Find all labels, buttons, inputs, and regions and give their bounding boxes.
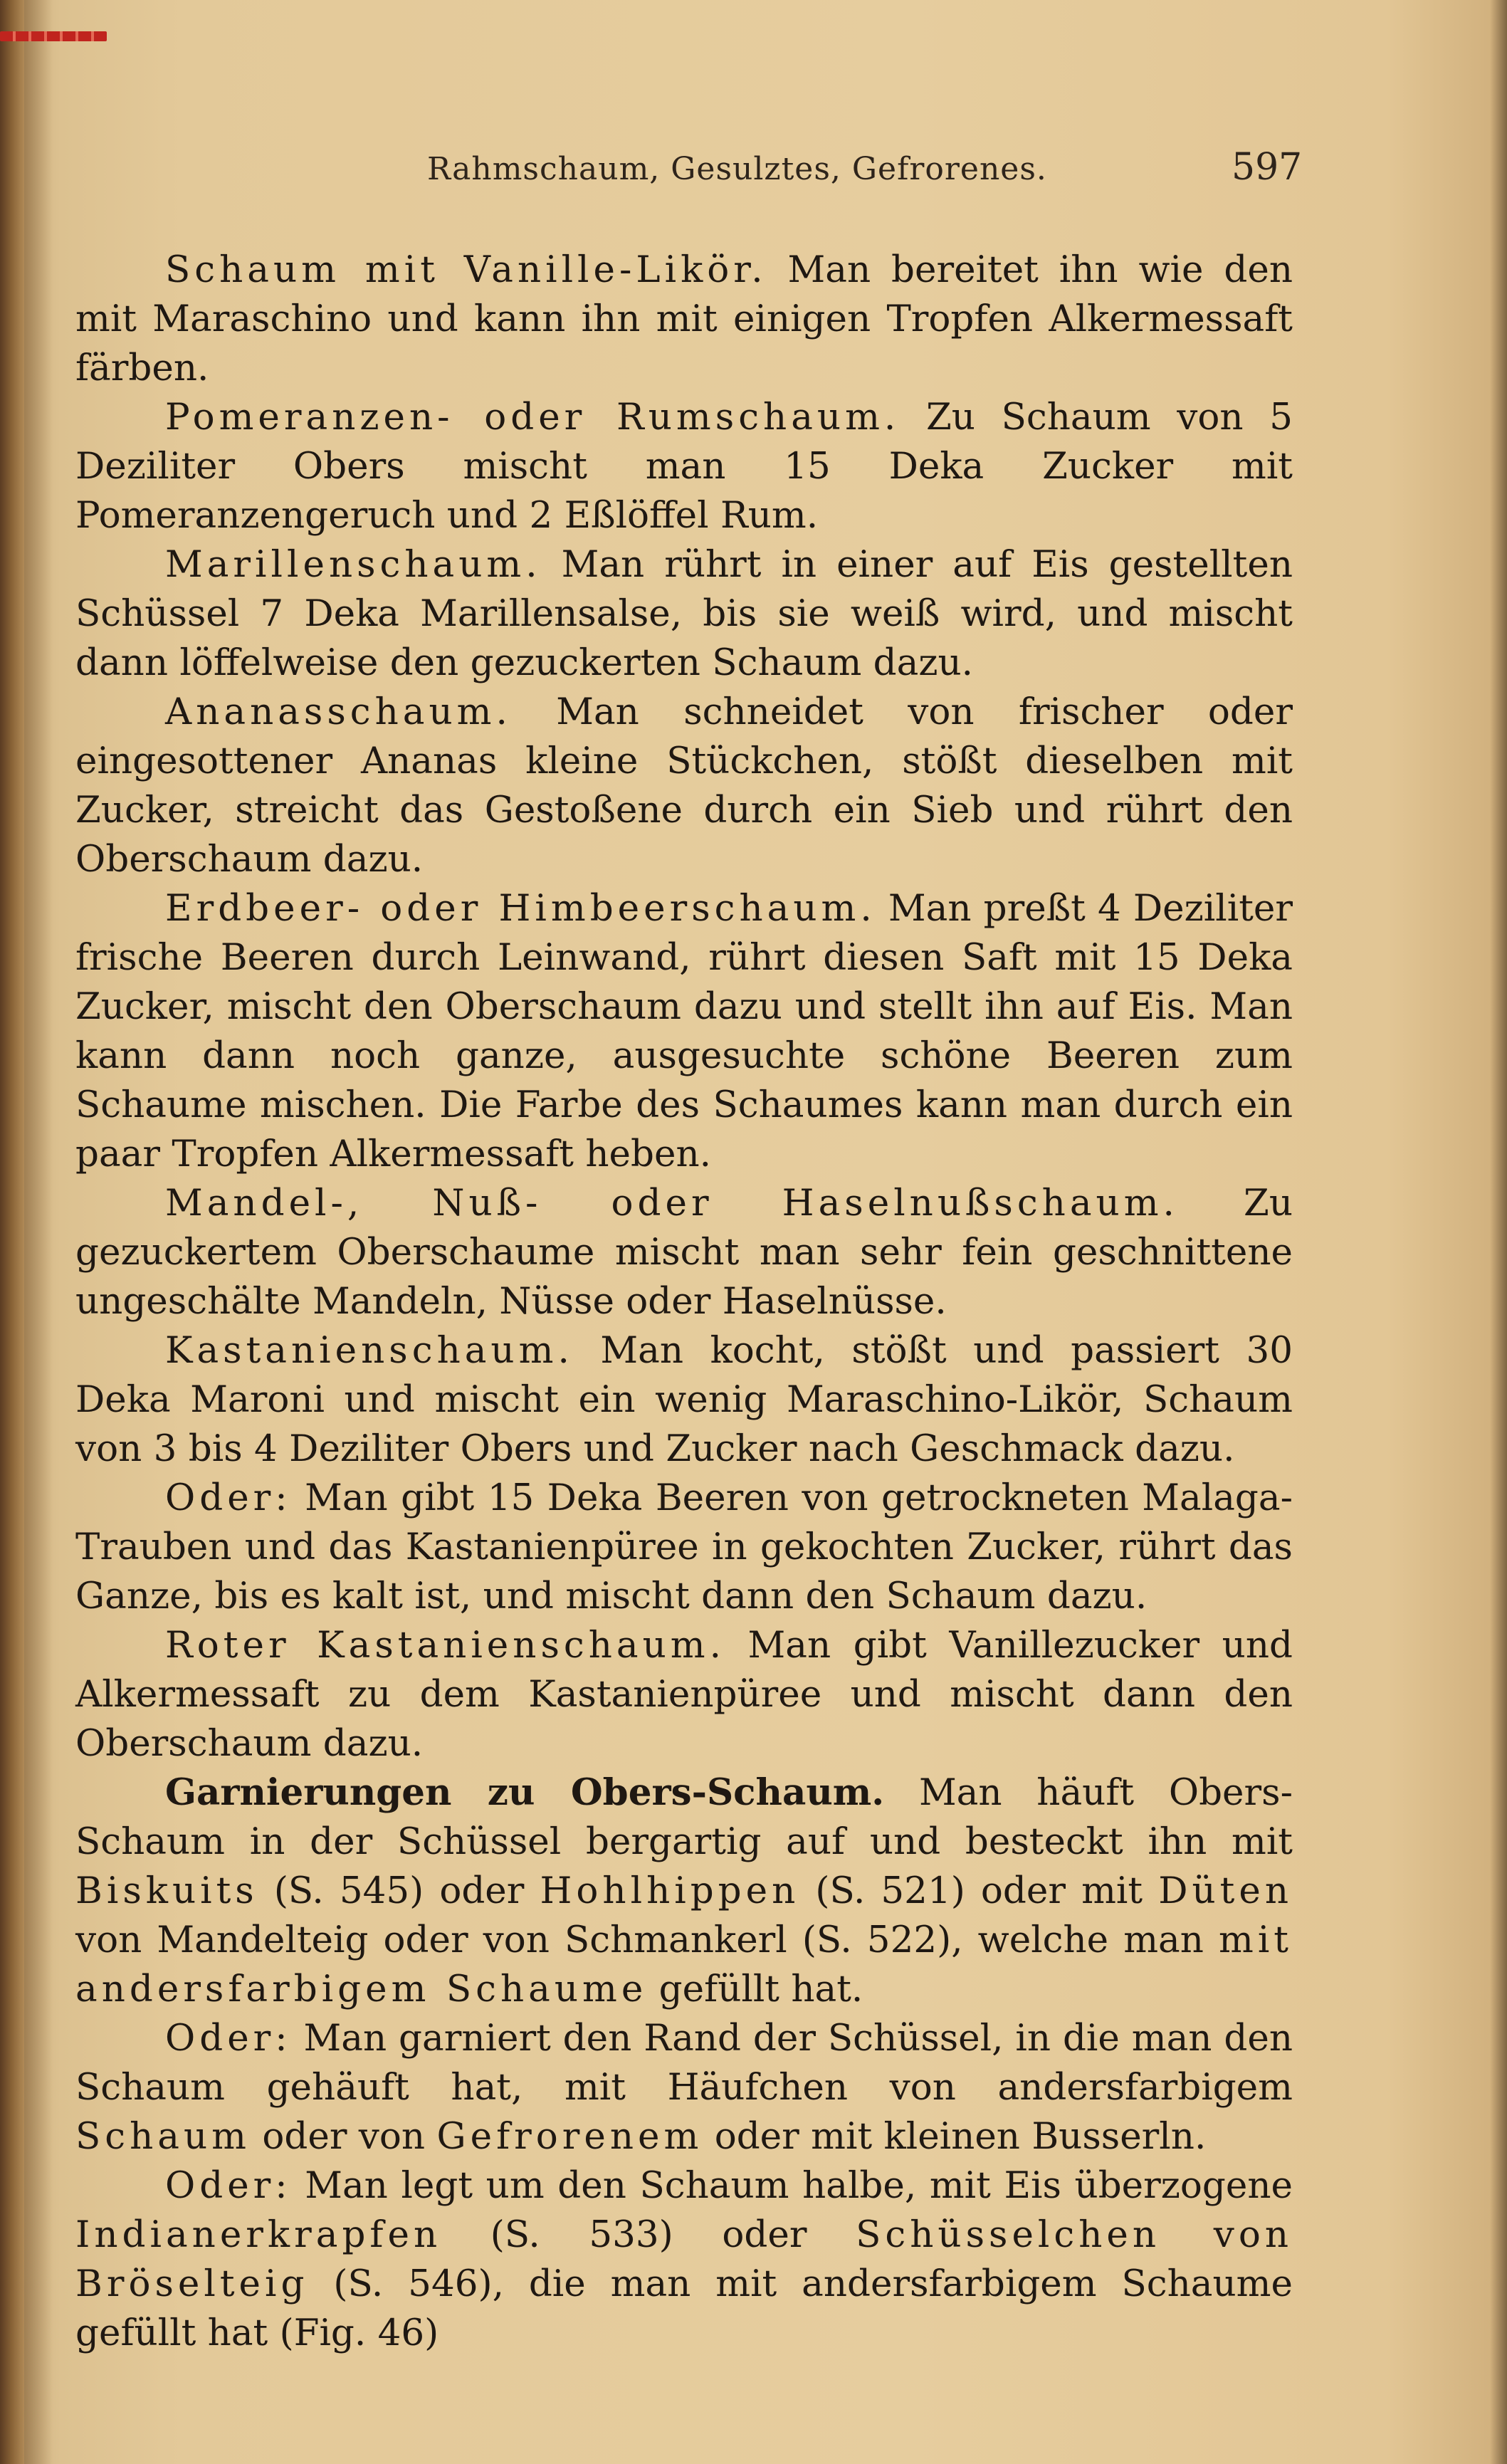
- garnish-text: Man garniert den Rand der Schüssel, in die man den Schaum gehäuft hat, mit Häufchen von andersfarbigem: [75, 2017, 1293, 2109]
- recipe-title: Mandel-, Nuß- oder Haselnußschaum.: [165, 1182, 1179, 1225]
- recipe-text: Man rührt in einer auf Eis gestellten Schüssel 7 Deka Marillensalse, bis sie weiß wird, und mischt dann löffelweise den gezuckerten Schaum dazu.: [75, 543, 1293, 684]
- garnish-term: mit andersfarbigem Schaume: [75, 1919, 1293, 2010]
- garnish-term: Düten: [1158, 1870, 1293, 1912]
- body-text: [75, 246, 1293, 2358]
- garnish-text: (S. 533) oder: [441, 2213, 856, 2256]
- binding-edge: [0, 0, 24, 2464]
- recipe-title: Oder:: [165, 2164, 292, 2207]
- recipe-title: Ananasschaum.: [165, 691, 512, 733]
- recipe-text: Zu Schaum von 5 Deziliter Obers mischt man 15 Deka Zucker mit Pomeranzengeruch und 2 Eßlöffel Rum.: [75, 396, 1293, 537]
- garnish-text: (S. 545) oder: [258, 1870, 540, 1912]
- page-number: 597: [1232, 146, 1303, 189]
- garnish-text: oder von: [251, 2115, 437, 2158]
- garnish-text: oder mit kleinen Busserln.: [703, 2115, 1207, 2158]
- garnish-text: Man häuft Obers-Schaum in der Schüssel bergartig auf und besteckt ihn mit: [75, 1771, 1293, 1863]
- garnish-section: [75, 1768, 1293, 2014]
- recipe-text: Man bereitet ihn wie den mit Maraschino und kann ihn mit einigen Tropfen Alkermessaft färben.: [75, 248, 1293, 389]
- recipe-kastanien: [75, 1326, 1293, 1474]
- garnish-text: Man legt um den Schaum halbe, mit Eis überzogene: [291, 2164, 1293, 2207]
- recipe-pomeranzen-rum: [75, 393, 1293, 540]
- garnish-oder-krapfen: [75, 2161, 1293, 2358]
- recipe-marillen: [75, 540, 1293, 688]
- recipe-vanille-likoer: [75, 246, 1293, 393]
- recipe-title: Schaum mit Vanille-Likör.: [165, 248, 767, 291]
- garnish-text: von Mandelteig oder von Schmankerl (S. 522), welche man: [75, 1919, 1219, 1961]
- recipe-ananas: [75, 688, 1293, 884]
- recipe-title: Marillenschaum.: [165, 543, 542, 586]
- recipe-mandel-nuss: [75, 1179, 1293, 1326]
- recipe-text: Man kocht, stößt und passiert 30 Deka Maroni und mischt ein wenig Maraschino-Likör, Schaum von 3 bis 4 Deziliter Obers und Zucker nach Geschmack dazu.: [75, 1329, 1293, 1470]
- recipe-title: Pomeranzen- oder Rumschaum.: [165, 396, 900, 439]
- garnish-text: gefüllt hat.: [647, 1968, 863, 2010]
- garnish-text: (S. 546), die man mit andersfarbigem Schaume gefüllt hat (Fig. 46): [75, 2263, 1293, 2354]
- garnish-oder-rand: [75, 2014, 1293, 2161]
- recipe-title: Roter Kastanienschaum.: [165, 1624, 725, 1667]
- recipe-title: Kastanienschaum.: [165, 1329, 574, 1372]
- page-edge-shadow: [1490, 0, 1507, 2464]
- recipe-oder-malaga: [75, 1474, 1293, 1621]
- garnish-term: Gefrorenem: [436, 2115, 703, 2158]
- section-heading: Garnierungen zu Obers-Schaum.: [165, 1771, 885, 1814]
- binding-shadow: [24, 0, 53, 2464]
- recipe-title: Oder:: [165, 1477, 292, 1519]
- garnish-term: Hohlhippen: [540, 1870, 800, 1912]
- recipe-roter-kastanien: [75, 1621, 1293, 1768]
- recipe-text: Man gibt 15 Deka Beeren von getrockneten Malaga-Trauben und das Kastanienpüree in gekochten Zucker, rührt das Ganze, bis es kalt ist, und mischt dann den Schaum dazu.: [75, 1477, 1293, 1618]
- recipe-text: Man gibt Vanillezucker und Alkermessaft zu dem Kastanienpüree und mischt dann den Oberschaum dazu.: [75, 1624, 1293, 1765]
- garnish-term: Biskuits: [75, 1870, 258, 1912]
- garnish-text: (S. 521) oder mit: [799, 1870, 1159, 1912]
- running-header: Rahmschaum, Gesulztes, Gefrorenes.: [427, 151, 1047, 187]
- recipe-text: Zu gezuckertem Oberschaume mischt man sehr fein geschnittene ungeschälte Mandeln, Nüsse oder Haselnüsse.: [75, 1182, 1293, 1323]
- recipe-title: Erdbeer- oder Himbeerschaum.: [165, 887, 876, 930]
- recipe-title: Oder:: [165, 2017, 292, 2060]
- garnish-term: Schaum: [75, 2115, 251, 2158]
- recipe-erdbeer-himbeer: [75, 884, 1293, 1179]
- garnish-term: Schüsselchen von Bröselteig: [75, 2213, 1293, 2305]
- red-bookmark-strip: [0, 31, 107, 41]
- recipe-text: Man preßt 4 Deziliter frische Beeren durch Leinwand, rührt diesen Saft mit 15 Deka Zucker, mischt den Oberschaum dazu und stellt ihn auf Eis. Man kann dann noch ganze, ausgesuchte schöne Beeren zum Schaume mischen. Die Farbe des Schaumes kann man durch ein paar Tropfen Alkermessaft heben.: [75, 887, 1293, 1175]
- recipe-text: Man schneidet von frischer oder eingesottener Ananas kleine Stückchen, stößt dieselben mit Zucker, streicht das Gestoßene durch ein Sieb und rührt den Oberschaum dazu.: [75, 691, 1293, 881]
- garnish-term: Indianerkrapfen: [75, 2213, 442, 2256]
